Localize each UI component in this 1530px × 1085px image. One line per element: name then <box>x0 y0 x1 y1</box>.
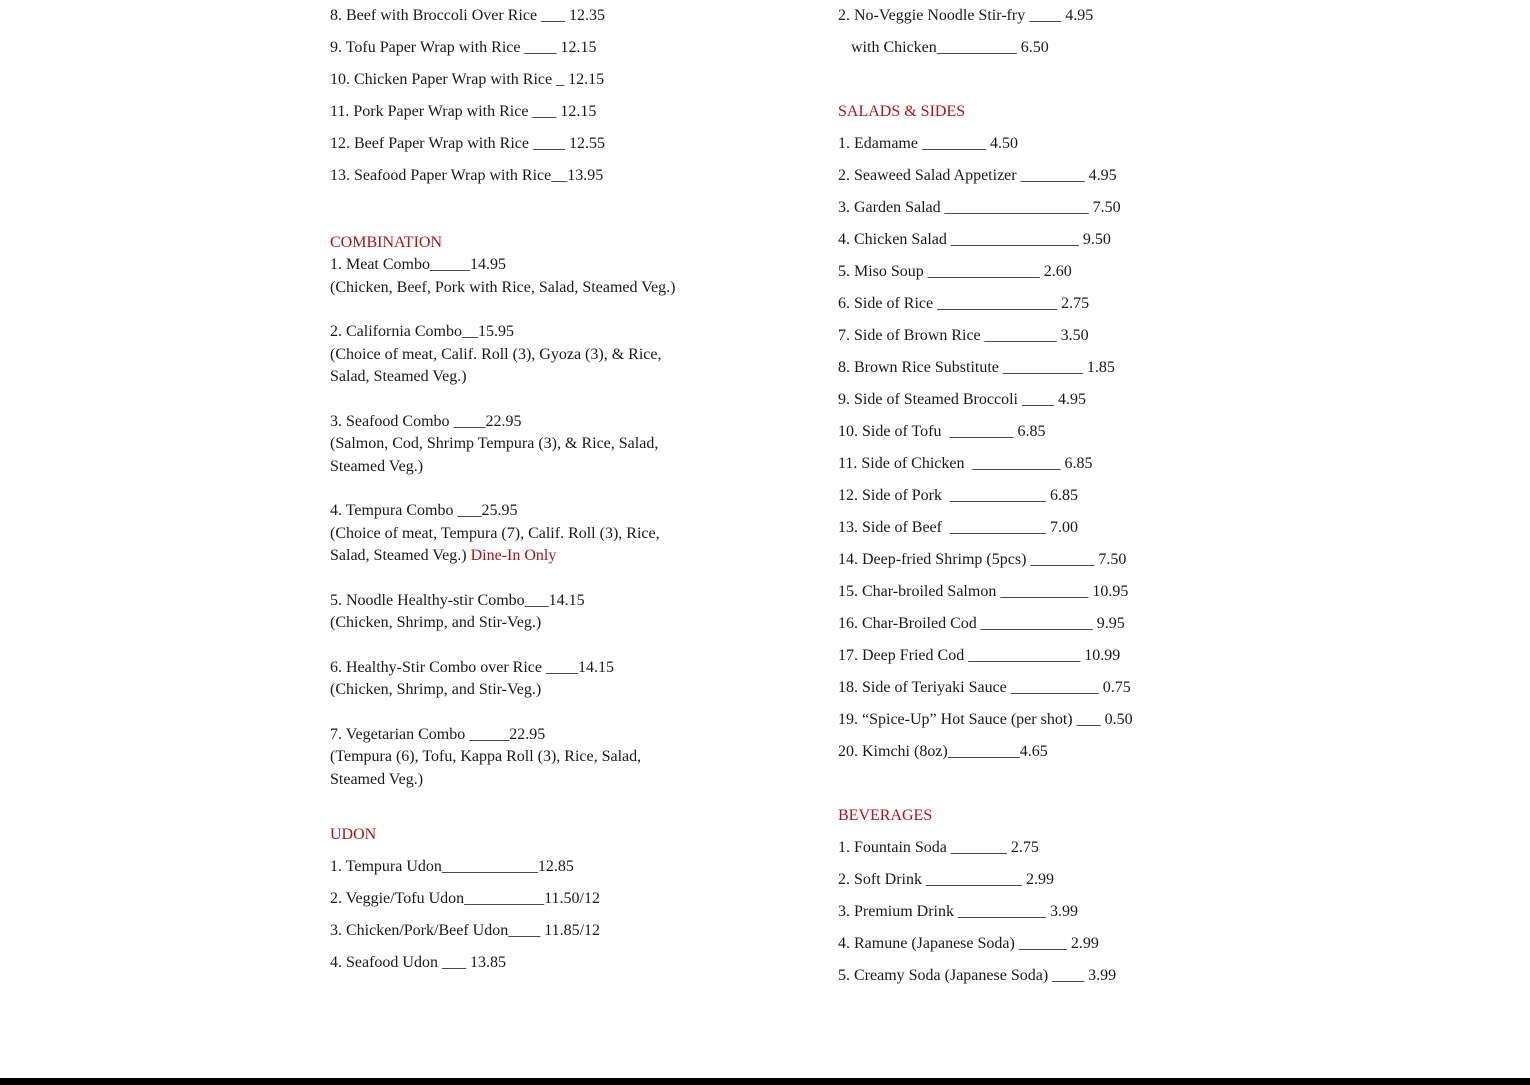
combo-title: 5. Noodle Healthy-stir Combo___14.15 <box>330 591 585 609</box>
combo-description: (Chicken, Shrimp, and Stir-Veg.) <box>330 681 542 698</box>
combo-description-text: (Choice of meat, Tempura (7), Calif. Roll (3), Rice, Salad, Steamed Veg.) <box>330 524 660 564</box>
menu-item: 5. Creamy Soda (Japanese Soda) ____ 3.99 <box>838 967 1117 984</box>
combo-title: 3. Seafood Combo ____22.95 <box>330 412 522 430</box>
combo-title: 4. Tempura Combo ___25.95 <box>330 502 518 519</box>
menu-item: 2. Veggie/Tofu Udon__________11.50/12 <box>330 890 600 907</box>
menu-item: 2. Seaweed Salad Appetizer ________ 4.95 <box>838 167 1117 184</box>
combo-item <box>330 254 690 299</box>
combo-title: 7. Vegetarian Combo _____22.95 <box>330 725 546 743</box>
combo-description <box>330 523 690 568</box>
combo-item <box>330 724 690 792</box>
menu-item: 11. Side of Chicken ___________ 6.85 <box>838 455 1093 472</box>
menu-item: 2. No-Veggie Noodle Stir-fry ____ 4.95 <box>838 7 1094 24</box>
udon-heading: UDON <box>330 826 377 843</box>
combo-description: (Chicken, Beef, Pork with Rice, Salad, Steamed Veg.) <box>330 278 676 296</box>
combo-title: 6. Healthy-Stir Combo over Rice ____14.15 <box>330 658 614 676</box>
udon-list <box>330 851 690 979</box>
menu-item: 20. Kimchi (8oz)_________4.65 <box>838 743 1048 760</box>
menu-item: 8. Brown Rice Substitute __________ 1.85 <box>838 359 1115 376</box>
menu-item: 15. Char-broiled Salmon ___________ 10.95 <box>838 583 1129 600</box>
salads-sides-list <box>838 128 1158 768</box>
menu-item: 1. Edamame ________ 4.50 <box>838 135 1018 152</box>
menu-item: 13. Seafood Paper Wrap with Rice__13.95 <box>330 167 604 184</box>
combo-description: (Choice of meat, Calif. Roll (3), Gyoza (3), & Rice, Salad, Steamed Veg.) <box>330 345 662 385</box>
menu-item: 17. Deep Fried Cod ______________ 10.99 <box>838 647 1121 664</box>
menu-item: 3. Garden Salad __________________ 7.50 <box>838 199 1121 216</box>
left-column <box>330 0 690 979</box>
combo-item <box>330 500 690 568</box>
menu-item: 3. Premium Drink ___________ 3.99 <box>838 903 1078 920</box>
menu-item: 12. Side of Pork ____________ 6.85 <box>838 487 1078 504</box>
menu-item: 3. Chicken/Pork/Beef Udon____ 11.85/12 <box>330 922 601 939</box>
menu-item: 4. Chicken Salad ________________ 9.50 <box>838 231 1111 248</box>
menu-item: 10. Side of Tofu ________ 6.85 <box>838 423 1046 440</box>
menu-item: 12. Beef Paper Wrap with Rice ____ 12.55 <box>330 135 605 152</box>
menu-item: 10. Chicken Paper Wrap with Rice _ 12.15 <box>330 71 605 88</box>
combo-title: 1. Meat Combo_____14.95 <box>330 256 506 273</box>
rice-items-list <box>330 0 690 192</box>
beverages-list <box>838 832 1158 992</box>
menu-item: 9. Side of Steamed Broccoli ____ 4.95 <box>838 391 1086 408</box>
menu-item: 2. Soft Drink ____________ 2.99 <box>838 871 1054 888</box>
combo-title: 2. California Combo__15.95 <box>330 323 514 340</box>
combo-description: (Tempura (6), Tofu, Kappa Roll (3), Rice, Salad, Steamed Veg.) <box>330 748 642 788</box>
menu-item: 14. Deep-fried Shrimp (5pcs) ________ 7.50 <box>838 551 1127 568</box>
combo-description: (Salmon, Cod, Shrimp Tempura (3), & Rice, Salad, Steamed Veg.) <box>330 435 659 475</box>
combo-item <box>330 321 690 389</box>
menu-item: 6. Side of Rice _______________ 2.75 <box>838 295 1090 312</box>
menu-item: 18. Side of Teriyaki Sauce ___________ 0.75 <box>838 679 1131 696</box>
menu-item: 11. Pork Paper Wrap with Rice ___ 12.15 <box>330 103 597 120</box>
right-column <box>838 0 1158 992</box>
menu-item: 4. Seafood Udon ___ 13.85 <box>330 954 506 971</box>
menu-item: 19. “Spice-Up” Hot Sauce (per shot) ___ 0.50 <box>838 711 1133 728</box>
dine-in-only-note: Dine-In Only <box>470 547 557 564</box>
combo-item <box>330 590 690 635</box>
beverages-heading: BEVERAGES <box>838 807 933 824</box>
combo-item <box>330 657 690 702</box>
combo-item <box>330 411 690 479</box>
menu-item-variant: with Chicken__________ 6.50 <box>851 39 1049 56</box>
combination-heading: COMBINATION <box>330 234 442 251</box>
noodle-items-list <box>838 0 1158 64</box>
menu-item: 8. Beef with Broccoli Over Rice ___ 12.35 <box>330 7 606 24</box>
bottom-bar <box>0 1078 1530 1085</box>
menu-item: 9. Tofu Paper Wrap with Rice ____ 12.15 <box>330 39 597 56</box>
menu-item: 13. Side of Beef ____________ 7.00 <box>838 519 1078 536</box>
menu-item: 1. Fountain Soda _______ 2.75 <box>838 839 1039 856</box>
menu-item: 1. Tempura Udon____________12.85 <box>330 858 574 875</box>
combination-list <box>330 254 690 791</box>
salads-sides-heading: SALADS & SIDES <box>838 103 966 120</box>
menu-item: 4. Ramune (Japanese Soda) ______ 2.99 <box>838 935 1099 952</box>
combo-description: (Chicken, Shrimp, and Stir-Veg.) <box>330 614 542 631</box>
menu-item: 16. Char-Broiled Cod ______________ 9.95 <box>838 615 1125 632</box>
menu-item: 5. Miso Soup ______________ 2.60 <box>838 263 1072 280</box>
menu-item: 7. Side of Brown Rice _________ 3.50 <box>838 327 1089 344</box>
